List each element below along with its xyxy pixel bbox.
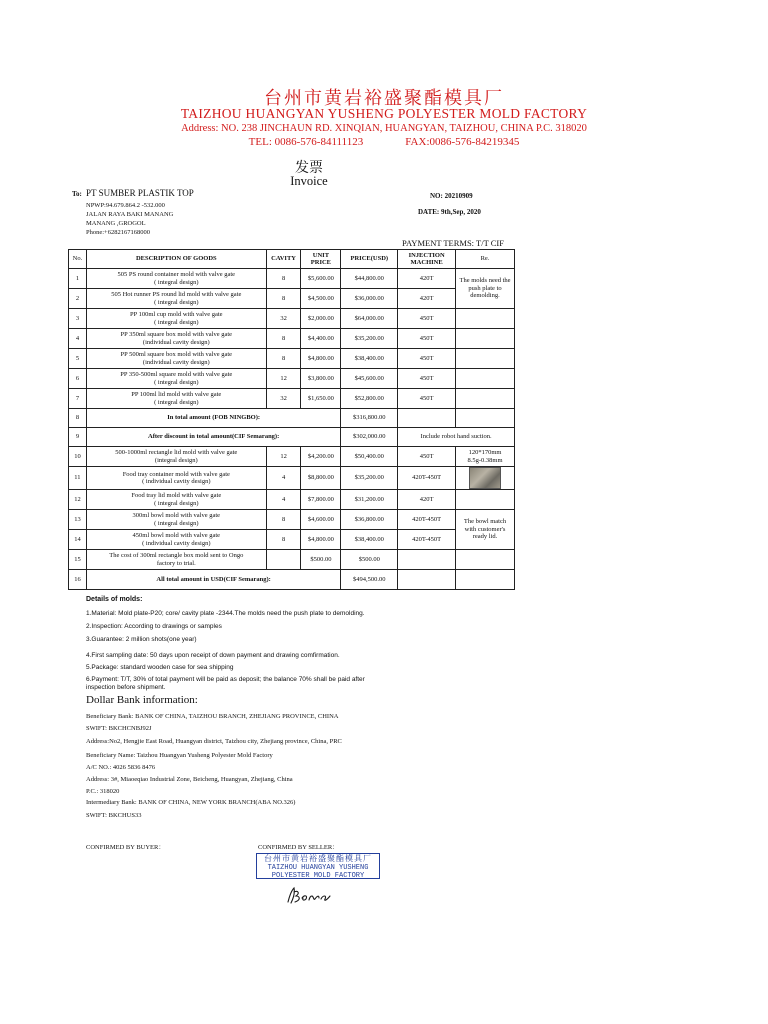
cavity-value: 4 — [266, 467, 301, 490]
line-price: $44,800.00 — [341, 269, 398, 289]
description-line: PP 100ml cup mold with valve gate — [130, 311, 223, 319]
description-line: PP 500ml square box mold with valve gate — [120, 351, 233, 359]
row-number: 13 — [69, 510, 87, 530]
row-number: 15 — [69, 550, 87, 570]
company-stamp — [256, 853, 380, 879]
goods-description — [86, 269, 266, 289]
description-line: PP 350ml square box mold with valve gate — [120, 331, 233, 339]
injection-machine: 420T — [398, 289, 456, 309]
cavity-value: 8 — [266, 510, 301, 530]
company-tel: TEL: 0086-576-84111123 — [248, 136, 364, 148]
col-header-description: DESCRIPTION OF GOODS — [86, 250, 266, 269]
row-number: 6 — [69, 369, 87, 389]
to-label: To: — [72, 190, 82, 198]
col-header-remark: Re. — [456, 250, 515, 269]
description-line: Food tray lid mold with valve gate — [131, 492, 222, 500]
unit-price: $4,400.00 — [301, 329, 341, 349]
row-number: 12 — [69, 490, 87, 510]
row-number: 1 — [69, 269, 87, 289]
goods-description — [86, 490, 266, 510]
injection-machine: 420T — [398, 490, 456, 510]
remark-weight: 8.5g-0.38mm — [467, 456, 503, 464]
subtotal-label: In total amount (FOB NINGBO): — [86, 409, 341, 428]
description-line: 300ml bowl mold with valve gate — [132, 512, 221, 520]
stamp-english-line-2: POLYESTER MOLD FACTORY — [271, 872, 365, 880]
line-price: $31,200.00 — [341, 490, 398, 510]
detail-payment: 6.Payment: T/T, 30% of total payment will be paid as deposit; the balance 70% shall be paid after — [86, 676, 365, 683]
line-price: $38,400.00 — [341, 530, 398, 550]
unit-price: $4,600.00 — [301, 510, 341, 530]
details-heading: Details of molds: — [86, 596, 143, 603]
bank-swift: SWIFT: BKCHCNBJ92J — [86, 725, 152, 732]
unit-price: $3,800.00 — [301, 369, 341, 389]
line-price: $35,200.00 — [341, 467, 398, 490]
seller-signature — [284, 884, 334, 906]
injection-machine: 450T — [398, 309, 456, 329]
document-title: Invoice — [290, 174, 328, 188]
injection-machine: 450T — [398, 389, 456, 409]
description-design: ( integral design) — [154, 378, 199, 386]
remark-empty — [456, 369, 515, 389]
description-line: PP 350-500ml square mold with valve gate — [120, 371, 233, 379]
grand-total-price: $494,500.00 — [341, 570, 398, 590]
table-row — [69, 269, 515, 289]
injection-machine: 450T — [398, 349, 456, 369]
subtotal-row — [69, 409, 515, 428]
description-design: (individual cavity design) — [142, 338, 210, 346]
row-number: 14 — [69, 530, 87, 550]
cavity-value: 4 — [266, 490, 301, 510]
recipient-npwp: NPWP:94.679.864.2 -532.000 — [86, 202, 165, 209]
table-row — [69, 530, 515, 550]
cavity-value: 8 — [266, 329, 301, 349]
cavity-value: 8 — [266, 349, 301, 369]
cavity-value: 8 — [266, 289, 301, 309]
intermediary-swift: SWIFT: BKCHUS33 — [86, 812, 142, 819]
detail-package: 5.Package: standard wooden case for sea shipping — [86, 664, 234, 671]
invoice-date: DATE: 9th,Sep, 2020 — [418, 208, 481, 216]
detail-guarantee: 3.Guarantee: 2 million shots(one year) — [86, 636, 197, 643]
grand-total-row — [69, 570, 515, 590]
goods-description — [86, 349, 266, 369]
goods-description — [86, 389, 266, 409]
description-line: Food tray container mold with valve gate — [122, 470, 230, 478]
discount-price: $302,000.00 — [341, 428, 398, 447]
unit-price: $4,200.00 — [301, 447, 341, 467]
row-number: 16 — [69, 570, 87, 590]
table-row — [69, 329, 515, 349]
remark-empty — [456, 309, 515, 329]
confirmed-by-seller: CONFIRMED BY SELLER： — [258, 844, 339, 851]
col-header-cavity: CAVITY — [266, 250, 301, 269]
empty-cell — [398, 550, 456, 570]
row-number: 4 — [69, 329, 87, 349]
unit-price: $2,000.00 — [301, 309, 341, 329]
remark-empty — [456, 349, 515, 369]
description-design: (integral design) — [154, 456, 198, 464]
company-contacts — [0, 136, 768, 148]
cavity-value: 8 — [266, 269, 301, 289]
col-header-no: No. — [69, 250, 87, 269]
line-price: $52,800.00 — [341, 389, 398, 409]
unit-price: $8,800.00 — [301, 467, 341, 490]
table-row — [69, 289, 515, 309]
detail-inspection: 2.Inspection: According to drawings or samples — [86, 623, 222, 630]
company-name-english: TAIZHOU HUANGYAN YUSHENG POLYESTER MOLD FACTORY — [180, 106, 588, 121]
beneficiary-postcode: P.C.: 318020 — [86, 788, 120, 795]
unit-price: $7,800.00 — [301, 490, 341, 510]
goods-description — [86, 550, 266, 570]
row-number: 5 — [69, 349, 87, 369]
unit-price: $4,800.00 — [301, 530, 341, 550]
payment-terms: PAYMENT TERMS: T/T CIF — [402, 238, 504, 248]
empty-cell — [398, 409, 456, 428]
unit-price: $4,500.00 — [301, 289, 341, 309]
col-header-injection-machine: INJECTION MACHINE — [398, 250, 456, 269]
recipient-city: MANANG ,GROGOL — [86, 220, 146, 227]
beneficiary-address: Address: 3#, Miaoeqiao Industrial Zone, Beicheng, Huangyan, Zhejiang, China — [86, 776, 293, 783]
remark-photo — [456, 467, 515, 490]
recipient-phone: Phone:+6282167168000 — [86, 229, 150, 236]
invoice-number: NO: 20210909 — [430, 192, 473, 200]
cavity-value: 12 — [266, 369, 301, 389]
subtotal-price: $316,800.00 — [341, 409, 398, 428]
description-design: ( individual cavity design) — [142, 539, 211, 547]
remark-bowl-match: The bowl match with customer's ready lid. — [456, 510, 515, 550]
injection-machine: 450T — [398, 447, 456, 467]
remark-size — [456, 447, 515, 467]
document-title-chinese: 发票 — [295, 160, 323, 176]
goods-description — [86, 530, 266, 550]
company-address: Address: NO. 238 JINCHAUN RD. XINQIAN, HUANGYAN, TAIZHOU, CHINA P.C. 318020 — [181, 123, 587, 134]
unit-price: $500.00 — [301, 550, 341, 570]
unit-price: $5,600.00 — [301, 269, 341, 289]
recipient-street: JALAN RAYA BAKI MANANG — [86, 211, 174, 218]
remark-empty — [456, 329, 515, 349]
description-design: ( integral design) — [154, 398, 199, 406]
remark-dimension: 120*170mm — [468, 449, 502, 457]
description-line: 500-1000ml rectangle lid mold with valve gate — [115, 449, 238, 457]
row-number: 2 — [69, 289, 87, 309]
description-design: ( integral design) — [154, 278, 199, 286]
line-price: $38,400.00 — [341, 349, 398, 369]
goods-description — [86, 467, 266, 490]
goods-description — [86, 309, 266, 329]
description-line: PP 100ml lid mold with valve gate — [131, 391, 222, 399]
description-line: 450ml bowl mold with valve gate — [132, 532, 221, 540]
empty-cell — [398, 570, 456, 590]
remark-push-plate: The molds need the push plate to demolding. — [456, 269, 515, 309]
line-price: $35,200.00 — [341, 329, 398, 349]
confirmed-by-buyer: CONFIRMED BY BUYER： — [86, 844, 165, 851]
discount-row — [69, 428, 515, 447]
goods-table — [68, 249, 515, 590]
row-number: 3 — [69, 309, 87, 329]
row-number: 11 — [69, 467, 87, 490]
stamp-chinese-name: 台州市黄岩裕盛聚酯模具厂 — [264, 854, 372, 863]
description-line: 505 PS round container mold with valve gate — [117, 271, 236, 279]
company-name-chinese: 台州市黄岩裕盛聚酯模具厂 — [264, 88, 504, 109]
col-header-unit-price: UNIT PRICE — [301, 250, 341, 269]
table-row — [69, 490, 515, 510]
cavity-value: 32 — [266, 389, 301, 409]
row-number: 10 — [69, 447, 87, 467]
remark-empty — [456, 490, 515, 510]
row-number: 8 — [69, 409, 87, 428]
bank-heading: Dollar Bank information: — [86, 694, 198, 706]
description-design: (individual cavity design) — [142, 358, 210, 366]
table-row — [69, 467, 515, 490]
injection-machine: 420T-450T — [398, 510, 456, 530]
bank-address: Address:No2, Hengjie East Road, Huangyan district, Taizhou city, Zhejiang province, China, PRC — [86, 738, 342, 745]
empty-cell — [266, 550, 301, 570]
injection-machine: 420T — [398, 269, 456, 289]
cavity-value: 32 — [266, 309, 301, 329]
table-row — [69, 510, 515, 530]
injection-machine: 420T-450T — [398, 530, 456, 550]
empty-cell — [456, 409, 515, 428]
injection-machine: 450T — [398, 369, 456, 389]
table-row — [69, 447, 515, 467]
description-design: factory to trial. — [156, 559, 196, 567]
discount-note: Include robot hand suction. — [398, 428, 515, 447]
company-fax: FAX:0086-576-84219345 — [405, 136, 520, 148]
unit-price: $4,800.00 — [301, 349, 341, 369]
table-row — [69, 550, 515, 570]
bank-account-number: A/C NO.: 4026 5836 8476 — [86, 764, 156, 771]
cavity-value: 12 — [266, 447, 301, 467]
description-design: ( individual cavity design) — [142, 478, 211, 485]
injection-machine: 420T-450T — [398, 467, 456, 490]
table-header-row — [69, 250, 515, 269]
empty-cell — [456, 570, 515, 590]
description-design: ( integral design) — [154, 499, 199, 507]
line-price: $45,600.00 — [341, 369, 398, 389]
injection-machine: 450T — [398, 329, 456, 349]
goods-description — [86, 447, 266, 467]
recipient-name: PT SUMBER PLASTIK TOP — [86, 188, 194, 198]
bank-beneficiary-bank: Beneficiary Bank: BANK OF CHINA, TAIZHOU BRANCH, ZHEJIANG PROVINCE, CHINA — [86, 713, 339, 720]
description-line: The cost of 300ml rectangle box mold sent to Ongo — [109, 552, 244, 560]
goods-description — [86, 369, 266, 389]
description-design: ( integral design) — [154, 298, 199, 306]
line-price: $36,800.00 — [341, 510, 398, 530]
detail-material: 1.Material: Mold plate-P20; core/ cavity plate -2344.The molds need the push plate to demolding. — [86, 610, 365, 617]
description-design: ( integral design) — [154, 318, 199, 326]
col-header-price: PRICE(USD) — [341, 250, 398, 269]
grand-total-label: All total amount in USD(CIF Semarang): — [86, 570, 341, 590]
row-number: 7 — [69, 389, 87, 409]
table-row — [69, 349, 515, 369]
stamp-english-line-1: TAIZHOU HUANGYAN YUSHENG — [267, 863, 369, 872]
line-price: $36,000.00 — [341, 289, 398, 309]
table-row — [69, 369, 515, 389]
table-row — [69, 309, 515, 329]
table-row — [69, 389, 515, 409]
discount-label: After discount in total amount(CIF Semarang): — [86, 428, 341, 447]
goods-description — [86, 289, 266, 309]
unit-price: $1,650.00 — [301, 389, 341, 409]
bank-beneficiary-name: Beneficiary Name: Taizhou Huangyan Yusheng Polyester Mold Factory — [86, 752, 273, 759]
remark-empty — [456, 389, 515, 409]
description-line: 505 Hot runner PS round lid mold with valve gate — [111, 291, 242, 299]
food-tray-photo — [469, 467, 501, 489]
line-price: $64,000.00 — [341, 309, 398, 329]
description-design: ( integral design) — [154, 519, 199, 527]
intermediary-bank: Intermediary Bank: BANK OF CHINA, NEW YORK BRANCH(ABA NO.326) — [86, 799, 296, 806]
detail-payment-cont: inspection before shipment. — [86, 684, 166, 691]
cavity-value: 8 — [266, 530, 301, 550]
empty-cell — [456, 550, 515, 570]
line-price: $50,400.00 — [341, 447, 398, 467]
line-price: $500.00 — [341, 550, 398, 570]
detail-sampling: 4.First sampling date: 50 days upon receipt of down payment and drawing comfirmation. — [86, 652, 340, 659]
row-number: 9 — [69, 428, 87, 447]
goods-description — [86, 510, 266, 530]
goods-description — [86, 329, 266, 349]
